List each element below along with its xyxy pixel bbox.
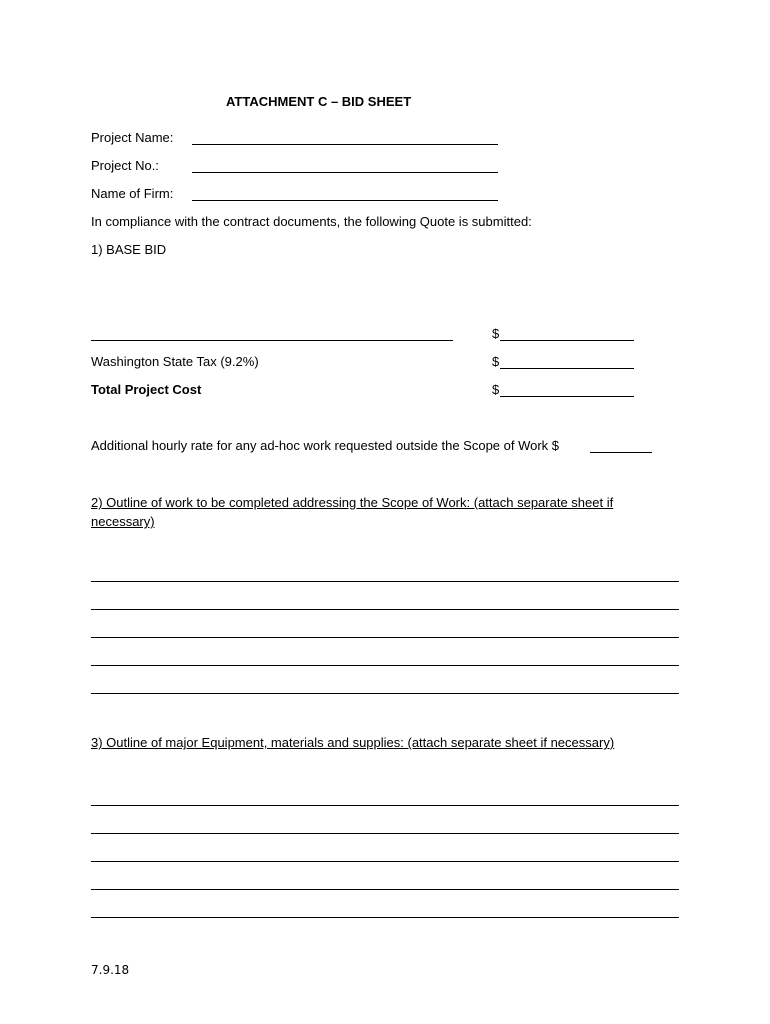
equipment-outline-line[interactable] — [91, 833, 679, 834]
total-amount-field[interactable] — [500, 396, 634, 397]
tax-label: Washington State Tax (9.2%) — [91, 354, 259, 369]
tax-dollar-sign: $ — [492, 354, 500, 369]
work-outline-line[interactable] — [91, 665, 679, 666]
equipment-outline-line[interactable] — [91, 805, 679, 806]
equipment-outline-line[interactable] — [91, 861, 679, 862]
equipment-outline-line[interactable] — [91, 889, 679, 890]
project-no-field[interactable] — [192, 172, 498, 173]
total-project-cost-label: Total Project Cost — [91, 382, 202, 397]
work-outline-line[interactable] — [91, 609, 679, 610]
project-no-label: Project No.: — [91, 158, 159, 173]
base-bid-heading: 1) BASE BID — [91, 242, 167, 257]
equipment-outline-heading: 3) Outline of major Equipment, materials and supplies: (attach separate sheet if necessary) — [91, 735, 615, 750]
compliance-statement: In compliance with the contract documents, the following Quote is submitted: — [91, 214, 532, 229]
base-bid-dollar-sign: $ — [492, 326, 500, 341]
work-outline-heading: 2) Outline of work to be completed addressing the Scope of Work: (attach separate sheet if necessary) — [91, 495, 614, 529]
work-outline-line[interactable] — [91, 693, 679, 694]
page-title: ATTACHMENT C – BID SHEET — [226, 94, 412, 109]
base-bid-amount-field[interactable] — [500, 340, 634, 341]
work-outline-line[interactable] — [91, 637, 679, 638]
project-name-field[interactable] — [192, 144, 498, 145]
firm-name-field[interactable] — [192, 200, 498, 201]
base-bid-description-field[interactable] — [91, 340, 453, 341]
hourly-rate-field[interactable] — [590, 452, 652, 453]
equipment-outline-line[interactable] — [91, 917, 679, 918]
work-outline-line[interactable] — [91, 581, 679, 582]
tax-amount-field[interactable] — [500, 368, 634, 369]
project-name-label: Project Name: — [91, 130, 174, 145]
total-dollar-sign: $ — [492, 382, 500, 397]
hourly-rate-text: Additional hourly rate for any ad-hoc work requested outside the Scope of Work $ — [91, 438, 560, 453]
firm-name-label: Name of Firm: — [91, 186, 174, 201]
version-footer: 7.9.18 — [91, 963, 130, 977]
